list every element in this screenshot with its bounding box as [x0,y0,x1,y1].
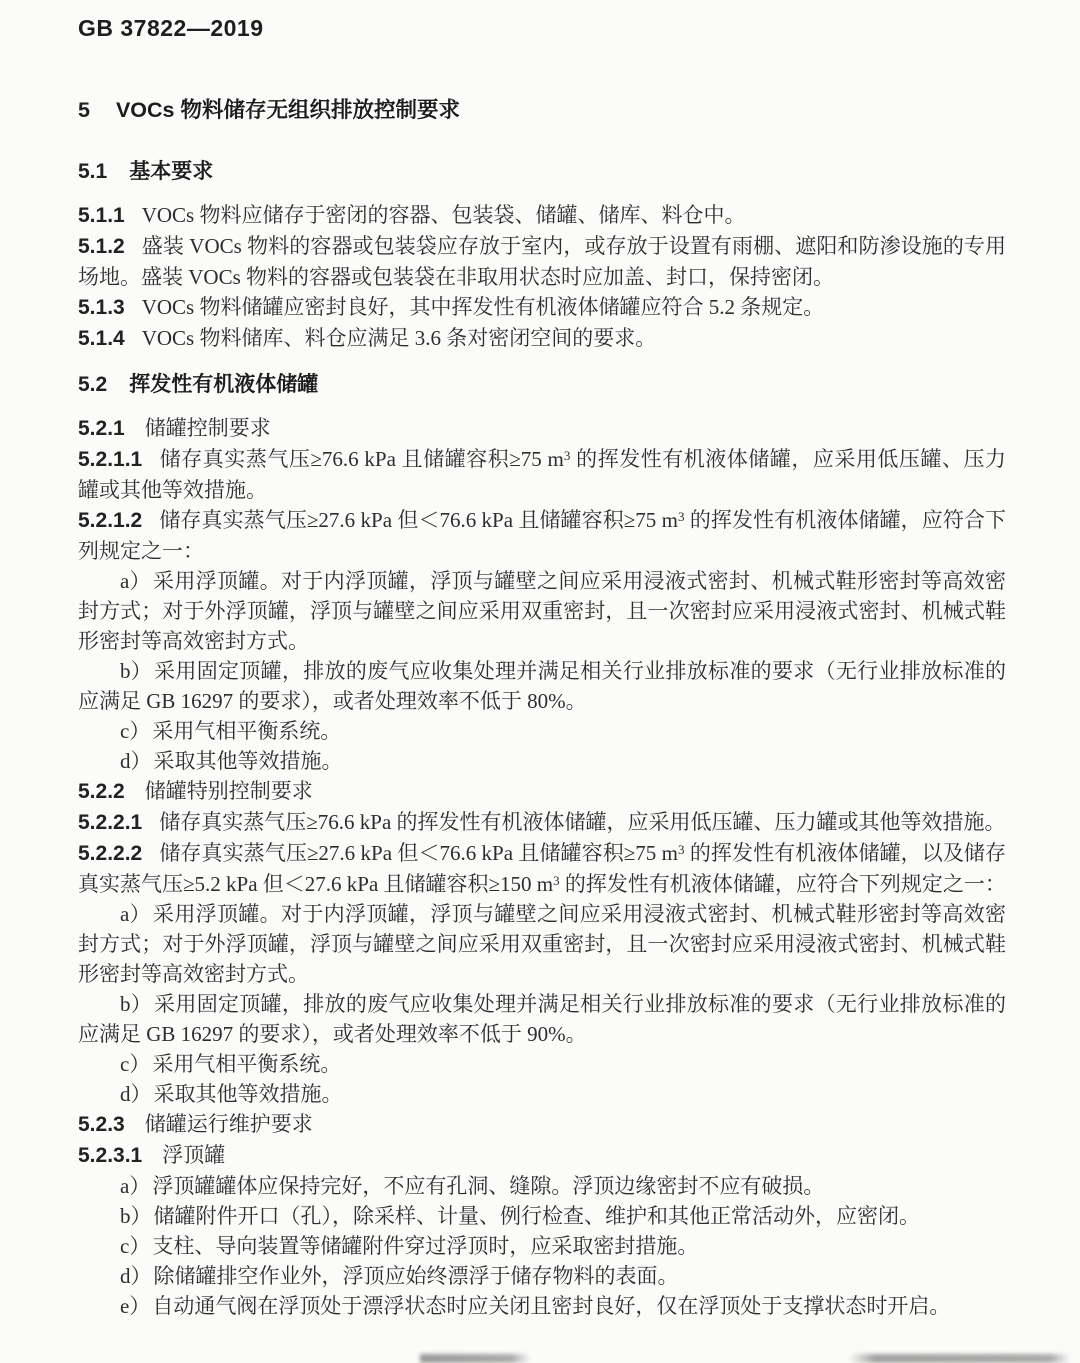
heading-5.2.2 [78,776,1006,807]
clause-5.2.1.1 [78,444,1006,505]
list-item-b-11 [78,656,1006,716]
item-label: a） [120,1174,151,1198]
heading-5.2 [78,370,1006,400]
heading-number: 5.2.3.1 [78,1144,143,1167]
heading-number: 5.2.1 [78,417,125,440]
clause-5.1.4 [78,323,1006,354]
clause-number: 5.2.1.1 [78,448,143,471]
item-label: a） [120,902,151,926]
clause-5.1.1 [78,200,1006,231]
item-label: c） [120,1234,151,1258]
heading-title: VOCs 物料储存无组织排放控制要求 [115,98,460,122]
heading-number: 5.1 [78,160,108,183]
document-body [78,95,1006,1321]
heading-number: 5.2.3 [78,1113,125,1136]
heading-title: 挥发性有机液体储罐 [129,373,319,396]
clause-number: 5.1.3 [78,296,125,319]
clause-text: 的挥发性有机液体储罐，以及储存真实蒸气压≥5.2 kPa 但＜27.6 kPa 且储罐容积≥150 m [78,841,1007,896]
heading-title: 储罐运行维护要求 [144,1112,313,1136]
clause-number: 5.2.1.2 [78,509,143,532]
clause-text: 采用固定顶罐，排放的废气应收集处理并满足相关行业排放标准的要求（无行业排放标准的应满足 GB 16297 的要求），或者处理效率不低于 90%。 [78,992,1007,1046]
list-item-a-23 [78,1171,1006,1201]
heading-title: 储罐特别控制要求 [144,779,313,803]
list-item-d-26 [78,1261,1006,1291]
clause-text: 盛装 VOCs 物料的容器或包装袋应存放于室内，或存放于设置有雨棚、遮阳和防渗设施的专用场地。盛装 VOCs 物料的容器或包装袋在非取用状态时应加盖、封口，保持密闭。 [78,234,1006,289]
heading-number: 5 [78,98,90,122]
item-label: b） [120,1204,152,1228]
list-item-d-13 [78,746,1006,776]
list-item-d-20 [78,1079,1006,1109]
item-label: c） [120,719,151,743]
item-label: b） [120,659,153,683]
heading-5 [78,95,1006,125]
clause-text: 支柱、导向装置等储罐附件穿过浮顶时，应采取密封措施。 [152,1234,699,1258]
list-item-a-10 [78,566,1006,656]
heading-title: 储罐控制要求 [144,416,271,440]
heading-5.2.3.1 [78,1140,1006,1171]
clause-text: 储罐附件开口（孔），除采样、计量、例行检查、维护和其他正常活动外，应密闭。 [153,1204,920,1228]
clause-text: 的挥发性有机液体储罐，应符合下列规定之一： [78,508,1007,563]
clause-number: 5.1.2 [78,235,125,258]
clause-text: 采用固定顶罐，排放的废气应收集处理并满足相关行业排放标准的要求（无行业排放标准的应满足 GB 16297 的要求），或者处理效率不低于 80%。 [78,659,1007,713]
clause-text: 储存真实蒸气压≥27.6 kPa 但＜76.6 kPa 且储罐容积≥75 m [159,841,678,865]
clause-text: 的挥发性有机液体储罐，应符合下列规定之一： [559,872,1006,896]
clause-text: 采用浮顶罐。对于内浮顶罐，浮顶与罐壁之间应采用浸液式密封、机械式鞋形密封等高效密封方式；对于外浮顶罐，浮顶与罐壁之间应采用双重密封，且一次密封应采用浸液式密封、机械式鞋形密封等高效密封方式。 [78,902,1007,986]
clause-text: 浮顶罐罐体应保持完好，不应有孔洞、缝隙。浮顶边缘密封不应有破损。 [152,1174,825,1198]
item-label: d） [120,749,152,773]
heading-title: 基本要求 [129,160,214,183]
item-label: b） [120,992,153,1016]
clause-text: 储存真实蒸气压≥76.6 kPa 的挥发性有机液体储罐，应采用低压罐、压力罐或其他等效措施。 [159,810,1006,834]
clause-5.2.2.2 [78,838,1006,899]
clause-text: VOCs 物料储库、料仓应满足 3.6 条对密闭空间的要求。 [141,326,657,350]
heading-5.2.1 [78,413,1006,444]
clause-text: 储存真实蒸气压≥27.6 kPa 但＜76.6 kPa 且储罐容积≥75 m [159,508,678,532]
heading-number: 5.2.2 [78,780,125,803]
clause-5.1.2 [78,231,1006,292]
clause-text: 采用气相平衡系统。 [152,719,342,743]
clause-number: 5.2.2.1 [78,811,143,834]
clause-text: 采取其他等效措施。 [153,749,343,773]
heading-title: 浮顶罐 [162,1143,226,1167]
superscript: 3 [553,873,560,888]
item-label: d） [120,1264,152,1288]
clause-text: VOCs 物料应储存于密闭的容器、包装袋、储罐、储库、料仓中。 [141,203,746,227]
list-item-b-18 [78,989,1006,1049]
clause-number: 5.2.2.2 [78,842,143,865]
item-label: d） [120,1082,152,1106]
clause-text: 自动通气阀在浮顶处于漂浮状态时应关闭且密封良好，仅在浮顶处于支撑状态时开启。 [152,1294,951,1318]
list-item-c-25 [78,1231,1006,1261]
heading-5.2.3 [78,1109,1006,1140]
list-item-b-24 [78,1201,1006,1231]
list-item-c-19 [78,1049,1006,1079]
clause-text: 的挥发性有机液体储罐，应采用低压罐、压力罐或其他等效措施。 [78,447,1007,502]
list-item-c-12 [78,716,1006,746]
item-label: a） [120,569,151,593]
clause-number: 5.1.1 [78,204,125,227]
clause-text: 采取其他等效措施。 [153,1082,343,1106]
clause-text: 采用气相平衡系统。 [152,1052,342,1076]
clause-5.2.1.2 [78,505,1006,566]
list-item-a-17 [78,899,1006,989]
heading-number: 5.2 [78,373,108,396]
clause-text: 储存真实蒸气压≥76.6 kPa 且储罐容积≥75 m [159,447,564,471]
standard-number: GB 37822—2019 [78,15,264,41]
clause-number: 5.1.4 [78,327,125,350]
superscript: 3 [677,509,685,524]
clause-5.2.2.1 [78,807,1006,838]
cutoff-text-artifact [420,1354,1070,1363]
superscript: 3 [563,448,571,463]
clause-text: 采用浮顶罐。对于内浮顶罐，浮顶与罐壁之间应采用浸液式密封、机械式鞋形密封等高效密封方式；对于外浮顶罐，浮顶与罐壁之间应采用双重密封，且一次密封应采用浸液式密封、机械式鞋形密封等高效密封方式。 [78,569,1007,653]
heading-5.1 [78,157,1006,187]
item-label: e） [120,1294,151,1318]
clause-5.1.3 [78,292,1006,323]
list-item-e-27 [78,1291,1006,1321]
clause-text: VOCs 物料储罐应密封良好，其中挥发性有机液体储罐应符合 5.2 条规定。 [141,295,825,319]
superscript: 3 [677,842,685,857]
clause-text: 除储罐排空作业外，浮顶应始终漂浮于储存物料的表面。 [153,1264,679,1288]
item-label: c） [120,1052,151,1076]
